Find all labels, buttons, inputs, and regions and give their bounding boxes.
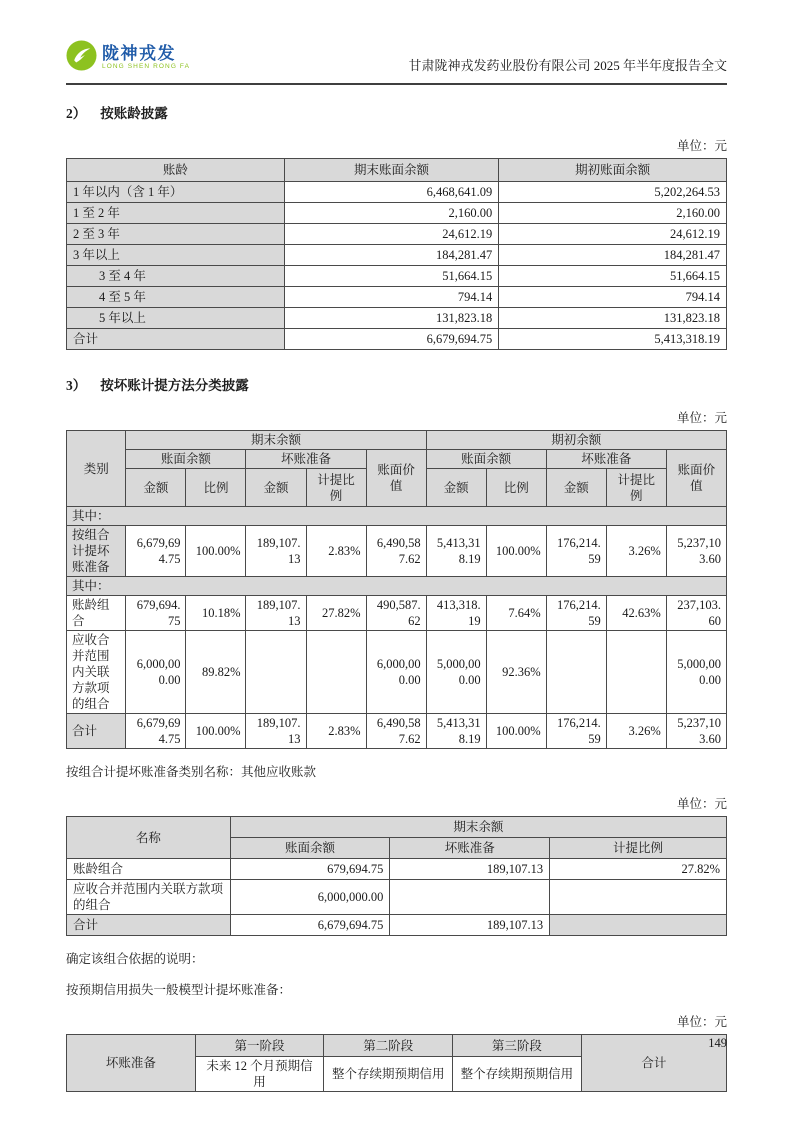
ratio-cell: 7.64% — [486, 596, 546, 631]
amount-cell: 2,160.00 — [284, 203, 499, 224]
ratio-cell: 100.00% — [186, 714, 246, 749]
document-title: 甘肃陇神戎发药业股份有限公司 2025 年半年度报告全文 — [408, 58, 727, 73]
col-header: 金额 — [246, 469, 306, 507]
amount-cell: 6,490,587.62 — [366, 526, 426, 577]
col-header: 计提比例 — [306, 469, 366, 507]
brand-name-en: LONG SHEN RONG FA — [102, 63, 191, 71]
ratio-cell: 100.00% — [486, 526, 546, 577]
ratio-cell — [550, 880, 727, 915]
col-header: 账龄 — [67, 159, 285, 182]
ratio-cell — [550, 915, 727, 936]
amount-cell: 176,214.59 — [546, 714, 606, 749]
row-label: 按组合计提坏账准备 — [67, 526, 126, 577]
amount-cell: 176,214.59 — [546, 526, 606, 577]
amount-cell: 51,664.15 — [499, 266, 727, 287]
amount-cell: 679,694.75 — [126, 596, 186, 631]
row-label: 合计 — [67, 329, 285, 350]
row-label: 应收合并范围内关联方款项的组合 — [67, 880, 231, 915]
amount-cell: 6,000,000.00 — [366, 631, 426, 714]
ratio-cell: 2.83% — [306, 714, 366, 749]
amount-cell: 24,612.19 — [499, 224, 727, 245]
portfolio-table — [66, 816, 727, 936]
amount-cell: 5,000,000.00 — [666, 631, 726, 714]
col-group-ending: 期末余额 — [126, 431, 426, 450]
section-title: 按坏账计提方法分类披露 — [100, 378, 249, 393]
amount-cell: 189,107.13 — [246, 596, 306, 631]
col-header-total: 合计 — [581, 1035, 726, 1092]
unit-label: 单位：元 — [676, 139, 727, 153]
ratio-cell: 92.36% — [486, 631, 546, 714]
amount-cell: 6,679,694.75 — [284, 329, 499, 350]
stage3-desc: 整个存续期预期信用 — [453, 1057, 582, 1092]
amount-cell: 189,107.13 — [246, 526, 306, 577]
ratio-cell: 42.63% — [606, 596, 666, 631]
bad-debt-method-table — [66, 430, 727, 749]
amount-cell: 5,202,264.53 — [499, 182, 727, 203]
amount-cell: 679,694.75 — [230, 859, 390, 880]
unit-label: 单位：元 — [676, 411, 727, 425]
row-label: 1 年以内（含 1 年） — [67, 182, 285, 203]
amount-cell: 6,679,694.75 — [126, 526, 186, 577]
stage1-desc: 未来 12 个月预期信用 — [195, 1057, 324, 1092]
logo-icon — [66, 40, 97, 76]
col-header-stage1: 第一阶段 — [195, 1035, 324, 1057]
ecl-note: 按预期信用损失一般模型计提坏账准备： — [66, 983, 292, 997]
row-label: 2 至 3 年 — [67, 224, 285, 245]
ratio-cell — [306, 631, 366, 714]
col-header: 账面余额 — [426, 450, 546, 469]
subheader-cell: 其中： — [67, 507, 727, 526]
page-number: 149 — [708, 1036, 727, 1050]
stage2-desc: 整个存续期预期信用 — [324, 1057, 453, 1092]
table-row — [67, 880, 727, 915]
col-group-ending: 期末余额 — [230, 817, 726, 838]
col-header: 计提比例 — [606, 469, 666, 507]
amount-cell: 189,107.13 — [390, 859, 550, 880]
amount-cell: 237,103.60 — [666, 596, 726, 631]
col-header: 账面余额 — [126, 450, 246, 469]
amount-cell: 51,664.15 — [284, 266, 499, 287]
row-label: 5 年以上 — [67, 308, 285, 329]
table-row-total — [67, 714, 727, 749]
col-header: 比例 — [486, 469, 546, 507]
amount-cell: 131,823.18 — [499, 308, 727, 329]
amount-cell: 184,281.47 — [499, 245, 727, 266]
table-row — [67, 224, 727, 245]
col-header: 期末账面余额 — [284, 159, 499, 182]
brand-name-cn: 陇神戎发 — [102, 44, 176, 64]
section-title: 按账龄披露 — [100, 106, 168, 121]
amount-cell: 2,160.00 — [499, 203, 727, 224]
ratio-cell: 100.00% — [186, 526, 246, 577]
table-row — [67, 245, 727, 266]
amount-cell: 6,000,000.00 — [230, 880, 390, 915]
unit-label: 单位：元 — [676, 1015, 727, 1029]
company-logo — [66, 40, 190, 76]
section-number: 2） — [66, 106, 87, 121]
amount-cell: 6,679,694.75 — [230, 915, 390, 936]
col-header: 账面价值 — [366, 450, 426, 507]
row-label: 3 年以上 — [67, 245, 285, 266]
table-row — [67, 203, 727, 224]
subheader-cell: 其中： — [67, 577, 727, 596]
table-row — [67, 859, 727, 880]
col-header: 坏账准备 — [390, 838, 550, 859]
amount-cell: 189,107.13 — [390, 915, 550, 936]
unit-label: 单位：元 — [676, 797, 727, 811]
row-label: 应收合并范围内关联方款项的组合 — [67, 631, 126, 714]
row-label: 账龄组合 — [67, 596, 126, 631]
table-row — [67, 631, 727, 714]
amount-cell: 6,679,694.75 — [126, 714, 186, 749]
col-header: 账面余额 — [230, 838, 390, 859]
amount-cell: 5,413,318.19 — [426, 526, 486, 577]
ratio-cell — [606, 631, 666, 714]
amount-cell: 189,107.13 — [246, 714, 306, 749]
amount-cell: 6,000,000.00 — [126, 631, 186, 714]
basis-note: 确定该组合依据的说明： — [66, 952, 204, 966]
subheader-row — [67, 577, 727, 596]
amount-cell: 176,214.59 — [546, 596, 606, 631]
col-header-category: 类别 — [67, 431, 126, 507]
row-label: 合计 — [67, 714, 126, 749]
col-header: 计提比例 — [550, 838, 727, 859]
amount-cell: 794.14 — [284, 287, 499, 308]
amount-cell: 184,281.47 — [284, 245, 499, 266]
col-header: 比例 — [186, 469, 246, 507]
col-header-stage3: 第三阶段 — [453, 1035, 582, 1057]
col-header: 金额 — [546, 469, 606, 507]
table-row — [67, 308, 727, 329]
col-header: 期初账面余额 — [499, 159, 727, 182]
ecl-stage-table — [66, 1034, 727, 1092]
row-label: 3 至 4 年 — [67, 266, 285, 287]
table-row-total — [67, 329, 727, 350]
ratio-cell: 3.26% — [606, 714, 666, 749]
amount-cell: 794.14 — [499, 287, 727, 308]
amount-cell: 490,587.62 — [366, 596, 426, 631]
table-row — [67, 182, 727, 203]
amount-cell: 6,468,641.09 — [284, 182, 499, 203]
col-header: 坏账准备 — [546, 450, 666, 469]
amount-cell: 6,490,587.62 — [366, 714, 426, 749]
aging-table — [66, 158, 727, 350]
amount-cell: 24,612.19 — [284, 224, 499, 245]
ratio-cell: 27.82% — [306, 596, 366, 631]
ratio-cell: 10.18% — [186, 596, 246, 631]
amount-cell: 131,823.18 — [284, 308, 499, 329]
amount-cell — [246, 631, 306, 714]
col-header: 账面价值 — [666, 450, 726, 507]
amount-cell: 413,318.19 — [426, 596, 486, 631]
section-number: 3） — [66, 378, 87, 393]
row-label: 1 至 2 年 — [67, 203, 285, 224]
amount-cell: 5,237,103.60 — [666, 526, 726, 577]
ratio-cell: 100.00% — [486, 714, 546, 749]
amount-cell — [390, 880, 550, 915]
row-label: 账龄组合 — [67, 859, 231, 880]
table-row — [67, 266, 727, 287]
section-heading-bad-debt-method — [66, 374, 727, 394]
row-label: 合计 — [67, 915, 231, 936]
col-header-bad-debt: 坏账准备 — [67, 1035, 196, 1092]
col-header: 金额 — [426, 469, 486, 507]
col-header-stage2: 第二阶段 — [324, 1035, 453, 1057]
amount-cell: 5,000,000.00 — [426, 631, 486, 714]
row-label: 4 至 5 年 — [67, 287, 285, 308]
ratio-cell: 2.83% — [306, 526, 366, 577]
amount-cell: 5,237,103.60 — [666, 714, 726, 749]
amount-cell: 5,413,318.19 — [426, 714, 486, 749]
table-row — [67, 596, 727, 631]
col-header-name: 名称 — [67, 817, 231, 859]
ratio-cell: 89.82% — [186, 631, 246, 714]
subheader-row — [67, 507, 727, 526]
section-heading-aging — [66, 102, 727, 122]
page-header — [66, 0, 727, 85]
table-row-total — [67, 915, 727, 936]
amount-cell — [546, 631, 606, 714]
table-row — [67, 526, 727, 577]
ratio-cell: 27.82% — [550, 859, 727, 880]
col-header: 金额 — [126, 469, 186, 507]
col-header: 坏账准备 — [246, 450, 366, 469]
amount-cell: 5,413,318.19 — [499, 329, 727, 350]
ratio-cell: 3.26% — [606, 526, 666, 577]
col-group-beginning: 期初余额 — [426, 431, 726, 450]
portfolio-note: 按组合计提坏账准备类别名称：其他应收账款 — [66, 765, 317, 779]
table-row — [67, 287, 727, 308]
